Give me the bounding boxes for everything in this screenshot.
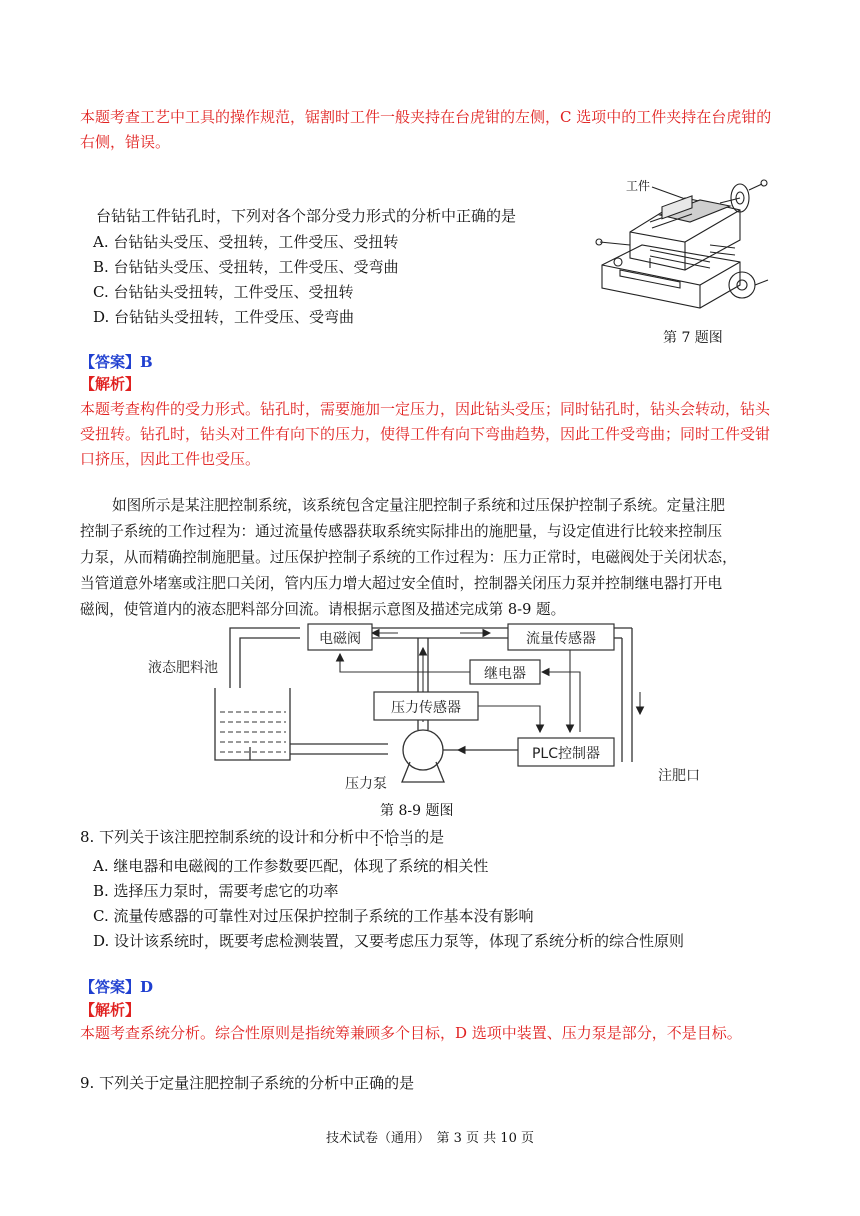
q8-answer: 【答案】D (80, 978, 154, 996)
q8-option-a: A. 继电器和电磁阀的工作参数要匹配，体现了系统的相关性 (93, 857, 489, 875)
q7-option-a: A. 台钻钻头受压、受扭转，工件受压、受扭转 (93, 233, 399, 251)
q7-analysis-line-2: 受扭转。钻孔时，钻头对工件有向下的压力，使得工件有向下弯曲趋势，因此工件受弯曲；同时工件受钳 (80, 425, 771, 443)
q8-emph-1: 不 (369, 828, 385, 846)
intro-analysis-line-2: 右侧，错误。 (80, 133, 171, 151)
q8-emph-3: 当 (399, 828, 415, 846)
q7-option-d: D. 台钻钻头受扭转，工件受压、受弯曲 (93, 308, 355, 326)
label-flow-sensor: 流量传感器 (526, 631, 596, 647)
diagram-caption: 第 8-9 题图 (380, 803, 454, 819)
q8-stem-prefix: 8. 下列关于该注肥控制系统的设计和分析中 (80, 828, 370, 846)
q7-analysis-line-1: 本题考查构件的受力形式。钻孔时，需要施加一定压力，因此钻头受压；同时钻孔时，钻头会转动，钻头 (80, 400, 771, 418)
label-pump: 压力泵 (345, 776, 387, 792)
q8-option-d: D. 设计该系统时，既要考虑检测装置，又要考虑压力泵等，体现了系统分析的综合性原则 (93, 932, 685, 950)
intro-analysis-line-1: 本题考查工艺中工具的操作规范，锯割时工件一般夹持在台虎钳的左侧，C 选项中的工件夹持在台虎钳的 (80, 108, 772, 126)
q8-stem (80, 825, 444, 849)
q8-stem-suffix: 的是 (414, 828, 445, 846)
q8-option-c: C. 流量传感器的可靠性对过压保护控制子系统的工作基本没有影响 (93, 907, 534, 925)
label-relay: 继电器 (484, 666, 526, 682)
q7-analysis-label: 【解析】 (80, 375, 141, 393)
q7-answer: 【答案】B (80, 353, 153, 371)
passage-line-2: 控制子系统的工作过程为：通过流量传感器获取系统实际排出的施肥量，与设定值进行比较来控制压 (80, 523, 723, 540)
label-pressure-sensor: 压力传感器 (391, 700, 461, 716)
q8-analysis-line: 本题考查系统分析。综合性原则是指统筹兼顾多个目标，D 选项中装置、压力泵是部分，不是目标。 (80, 1024, 742, 1042)
fertilizer-system-diagram (140, 622, 700, 794)
q7-option-b: B. 台钻钻头受压、受扭转，工件受压、受弯曲 (93, 258, 399, 276)
label-tank: 液态肥料池 (148, 660, 218, 676)
passage-line-3: 力泵，从而精确控制施肥量。过压保护控制子系统的工作过程为：压力正常时，电磁阀处于关闭状态， (80, 549, 737, 566)
q7-figure-caption: 第 7 题图 (663, 330, 723, 346)
label-plc-controller: PLC控制器 (531, 746, 601, 762)
label-outlet: 注肥口 (658, 768, 700, 784)
drill-vise-figure (590, 170, 780, 325)
label-solenoid-valve: 电磁阀 (319, 631, 361, 647)
q9-stem: 9. 下列关于定量注肥控制子系统的分析中正确的是 (80, 1074, 415, 1092)
q8-analysis-label: 【解析】 (80, 1001, 141, 1019)
q7-analysis-line-3: 口挤压，因此工件也受压。 (80, 450, 261, 468)
passage-line-4: 当管道意外堵塞或注肥口关闭，管内压力增大超过安全值时，控制器关闭压力泵并控制继电器打开电 (80, 575, 723, 592)
page-footer: 技术试卷（通用） 第 3 页 共 10 页 (326, 1131, 534, 1146)
passage-line-1: 如图所示是某注肥控制系统，该系统包含定量注肥控制子系统和过压保护控制子系统。定量注肥 (112, 497, 725, 514)
figure-label-workpiece: 工件 (626, 179, 651, 193)
q7-stem: 台钻钻工件钻孔时，下列对各个部分受力形式的分析中正确的是 (96, 207, 517, 225)
passage (80, 493, 780, 623)
q8-option-b: B. 选择压力泵时，需要考虑它的功率 (93, 882, 339, 900)
q8-emph-2: 恰 (384, 828, 400, 846)
passage-line-5: 磁阀，使管道内的液态肥料部分回流。请根据示意图及描述完成第 8-9 题。 (80, 601, 566, 618)
q7-option-c: C. 台钻钻头受扭转，工件受压、受扭转 (93, 283, 354, 301)
